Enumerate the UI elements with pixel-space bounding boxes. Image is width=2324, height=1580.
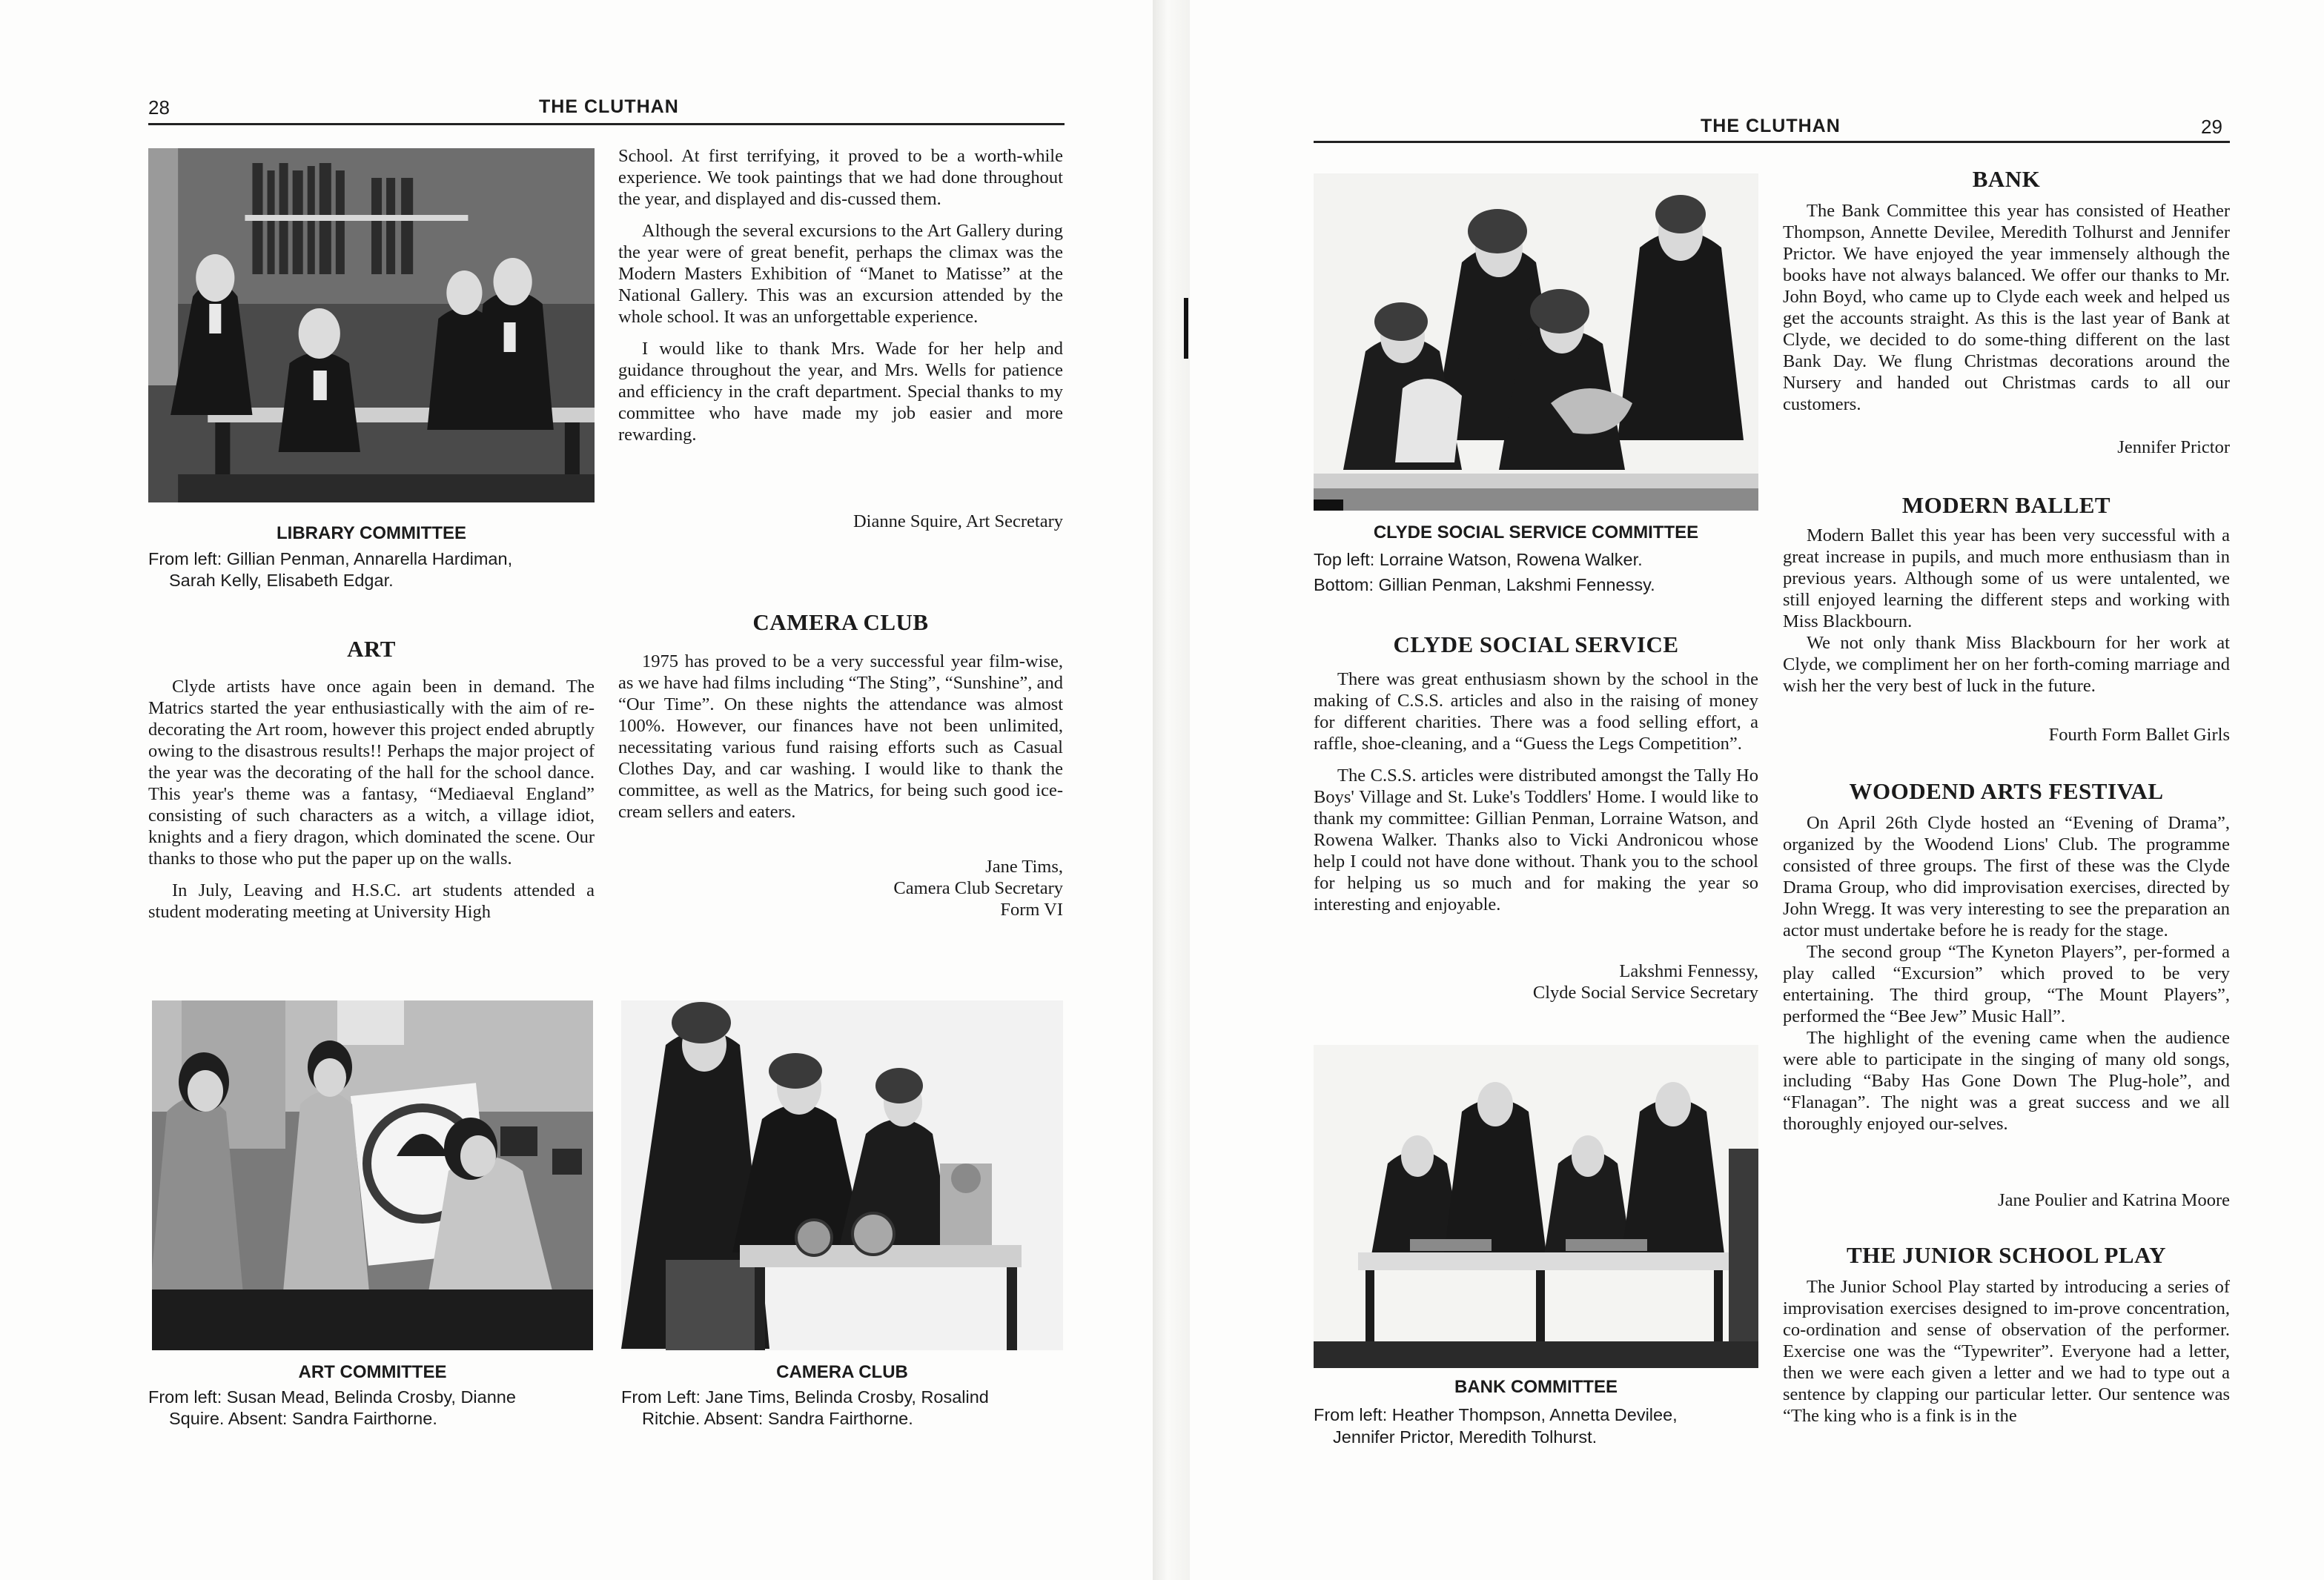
running-head: THE CLUTHAN: [1701, 116, 1841, 136]
art-signature: Dianne Squire, Art Secretary: [853, 511, 1063, 531]
woodend-heading: WOODEND ARTS FESTIVAL: [1849, 778, 2164, 804]
library-caption-line2: Sarah Kelly, Elisabeth Edgar.: [169, 571, 394, 590]
bank-caption-title: BANK COMMITTEE: [1454, 1377, 1618, 1397]
bank-caption-line1: From left: Heather Thompson, Annetta Devilee,: [1314, 1405, 1678, 1424]
art-paragraph: Although the several excursions to the Art Gallery during the year were of great benefit, perhaps the climax was the Modern Masters Exhibition of “Manet to Matisse” at the National Gallery. This was an excursion attended by the whole school. It was an unforgettable experience.: [618, 221, 1063, 327]
woodend-paragraph: On April 26th Clyde hosted an “Evening of Drama”, organized by the Woodend Lions' Club. The programme consisted of three groups. The first of these was the Clyde Drama Group, who did improvisation exercises, directed by John Wregg. It was very interesting to see the preparation an actor must undertake before he is ready for the stage.: [1783, 813, 2230, 940]
art-body-col1: [148, 676, 595, 923]
art-committee-caption-line2: Squire. Absent: Sandra Fairthorne.: [169, 1409, 437, 1428]
social-service-caption-line1: Top left: Lorraine Watson, Rowena Walker.: [1314, 550, 1643, 569]
woodend-signature: Jane Poulier and Katrina Moore: [1998, 1190, 2230, 1210]
header-rule: [148, 123, 1065, 125]
camera-signature-name: Jane Tims,: [985, 857, 1063, 877]
art-paragraph: Clyde artists have once again been in demand. The Matrics started the year enthusiastically with the aim of re-decorating the Art room, however this project ended abruptly owing to the disastrous results!! Perhaps the major project of the year was the decorating of the hall for the school dance. This year's theme was a fantasy, “Mediaeval England” consisting of such characters as a witch, a village idiot, knights and a fiery dragon, which dominated the scene. Our thanks to those who put the paper up on the walls.: [148, 677, 595, 869]
social-service-caption-title: CLYDE SOCIAL SERVICE COMMITTEE: [1373, 522, 1699, 542]
bank-signature: Jennifer Prictor: [2117, 437, 2230, 457]
binding-gutter: [1153, 0, 1190, 1580]
camera-club-heading: CAMERA CLUB: [752, 609, 929, 635]
art-heading: ART: [347, 636, 396, 662]
ballet-paragraph: We not only thank Miss Blackbourn for her work at Clyde, we compliment her on her forth-coming marriage and wish her the very best of luck in the future.: [1783, 633, 2230, 696]
ballet-heading: MODERN BALLET: [1901, 492, 2111, 518]
junior-play-body: [1783, 1276, 2230, 1427]
camera-club-caption-title: CAMERA CLUB: [776, 1362, 908, 1382]
library-caption-title: LIBRARY COMMITTEE: [277, 523, 466, 543]
bank-paragraph: The Bank Committee this year has consisted of Heather Thompson, Annette Devilee, Meredith Tolhurst and Jennifer Prictor. We have enjoyed the year immensely although the books have not always balanced. We offer our thanks to Mr. John Boyd, who came up to Clyde each week and helped us get the accounts straight. As this is the last year of Bank at Clyde, we decided to do some-thing different on the last Bank Day. We flung Christmas decorations around the Nursery and handed out Christmas cards to all our customers.: [1783, 201, 2230, 414]
woodend-paragraph: The second group “The Kyneton Players”, per-formed a play called “Excursion” which proved to be very entertaining. The third group, “The Mount Players”, performed the “Bee Jew” Music Hall”.: [1783, 942, 2230, 1026]
ballet-paragraph: Modern Ballet this year has been very successful with a great increase in pupils, and much more enthusiasm than in previous years. Although some of us were untalented, we still enjoyed learning the different steps and working with Miss Blackbourn.: [1783, 525, 2230, 631]
margin-mark: [1184, 298, 1188, 359]
junior-play-heading: THE JUNIOR SCHOOL PLAY: [1846, 1242, 2167, 1268]
junior-play-paragraph: The Junior School Play started by introducing a series of improvisation exercises designed to im-prove concentration, co-ordination and sense of observation of the performer. Exercise one was the “Typewriter”. Everyone had a letter, then we were each given a letter and we had to type out a sentence by clapping our particular letter. Our sentence was “The king who is a fink is in the: [1783, 1277, 2230, 1426]
art-committee-caption-title: ART COMMITTEE: [298, 1362, 447, 1382]
ballet-body: [1783, 525, 2230, 697]
woodend-paragraph: The highlight of the evening came when the audience were able to participate in the singing of many old songs, including “Baby Has Gone Down The Plug-hole”, and “Flanagan”. The night was a great success and we all thoroughly enjoyed our-selves.: [1783, 1028, 2230, 1134]
running-head: THE CLUTHAN: [539, 96, 679, 117]
art-paragraph: I would like to thank Mrs. Wade for her help and guidance throughout the year, and Mrs. Wells for patience and efficiency in the craft department. Special thanks to my committee who have made my job easier and more rewarding.: [618, 339, 1063, 445]
social-service-signature-name: Lakshmi Fennessy,: [1619, 961, 1758, 981]
social-service-caption-line2: Bottom: Gillian Penman, Lakshmi Fennessy.: [1314, 575, 1655, 594]
header-rule: [1314, 141, 2230, 143]
art-paragraph: School. At first terrifying, it proved to be a worth-while experience. We took paintings that we had done throughout the year, and displayed and dis-cussed them.: [618, 146, 1063, 209]
page-number: 28: [148, 96, 170, 119]
camera-club-signature: [618, 856, 1063, 920]
art-body-col2: [618, 145, 1063, 445]
art-paragraph: In July, Leaving and H.S.C. art students attended a student moderating meeting at University High: [148, 880, 595, 922]
social-service-signature-role: Clyde Social Service Secretary: [1532, 983, 1758, 1003]
library-committee-photo: [148, 148, 595, 502]
social-service-committee-photo: [1314, 173, 1758, 511]
camera-club-caption-line1: From Left: Jane Tims, Belinda Crosby, Rosalind: [621, 1387, 989, 1407]
camera-signature-role: Camera Club Secretary: [893, 878, 1063, 898]
camera-club-photo: [621, 1000, 1063, 1350]
camera-club-caption-line2: Ritchie. Absent: Sandra Fairthorne.: [642, 1409, 913, 1428]
bank-heading: BANK: [1972, 166, 2041, 192]
bank-committee-photo: [1314, 1045, 1758, 1368]
bank-body: [1783, 200, 2230, 415]
library-caption-line1: From left: Gillian Penman, Annarella Hardiman,: [148, 549, 513, 568]
camera-signature-form: Form VI: [1000, 900, 1063, 920]
bank-caption-line2: Jennifer Prictor, Meredith Tolhurst.: [1333, 1427, 1598, 1447]
camera-club-body: [618, 651, 1063, 823]
camera-club-paragraph: 1975 has proved to be a very successful year film-wise, as we have had films including “The Sting”, “Sunshine”, and “Our Time”. On these nights the attendance was almost 100%. However, our finances have not been unlimited, necessitating various fund raising efforts such as Casual Clothes Day, and car washing. I would like to thank the committee, as well as the Matrics, for being such good ice-cream sellers and eaters.: [618, 651, 1063, 822]
left-page: [0, 0, 1153, 1580]
social-service-heading: CLYDE SOCIAL SERVICE: [1393, 631, 1679, 657]
art-committee-photo: [152, 1000, 593, 1350]
social-service-paragraph: There was great enthusiasm shown by the school in the making of C.S.S. articles and also in the raising of money for different charities. There was a food selling effort, a raffle, shoe-cleaning, and a “Guess the Legs Competition”.: [1314, 669, 1758, 754]
woodend-body: [1783, 812, 2230, 1135]
ballet-signature: Fourth Form Ballet Girls: [2048, 725, 2230, 745]
art-committee-caption-line1: From left: Susan Mead, Belinda Crosby, Dianne: [148, 1387, 516, 1407]
social-service-paragraph: The C.S.S. articles were distributed amongst the Tally Ho Boys' Village and St. Luke's Toddlers' Home. I would like to thank my committee: Gillian Penman, Lorraine Watson, and Rowena Walker. Thanks also to Vicki Andronicou whose help I could not have done without. Thank you to the school for helping us so much and for making the year so interesting and enjoyable.: [1314, 766, 1758, 915]
right-page: [1190, 0, 2324, 1580]
social-service-body: [1314, 668, 1758, 915]
social-service-signature: [1314, 960, 1758, 1003]
page-number: 29: [2201, 116, 2222, 138]
